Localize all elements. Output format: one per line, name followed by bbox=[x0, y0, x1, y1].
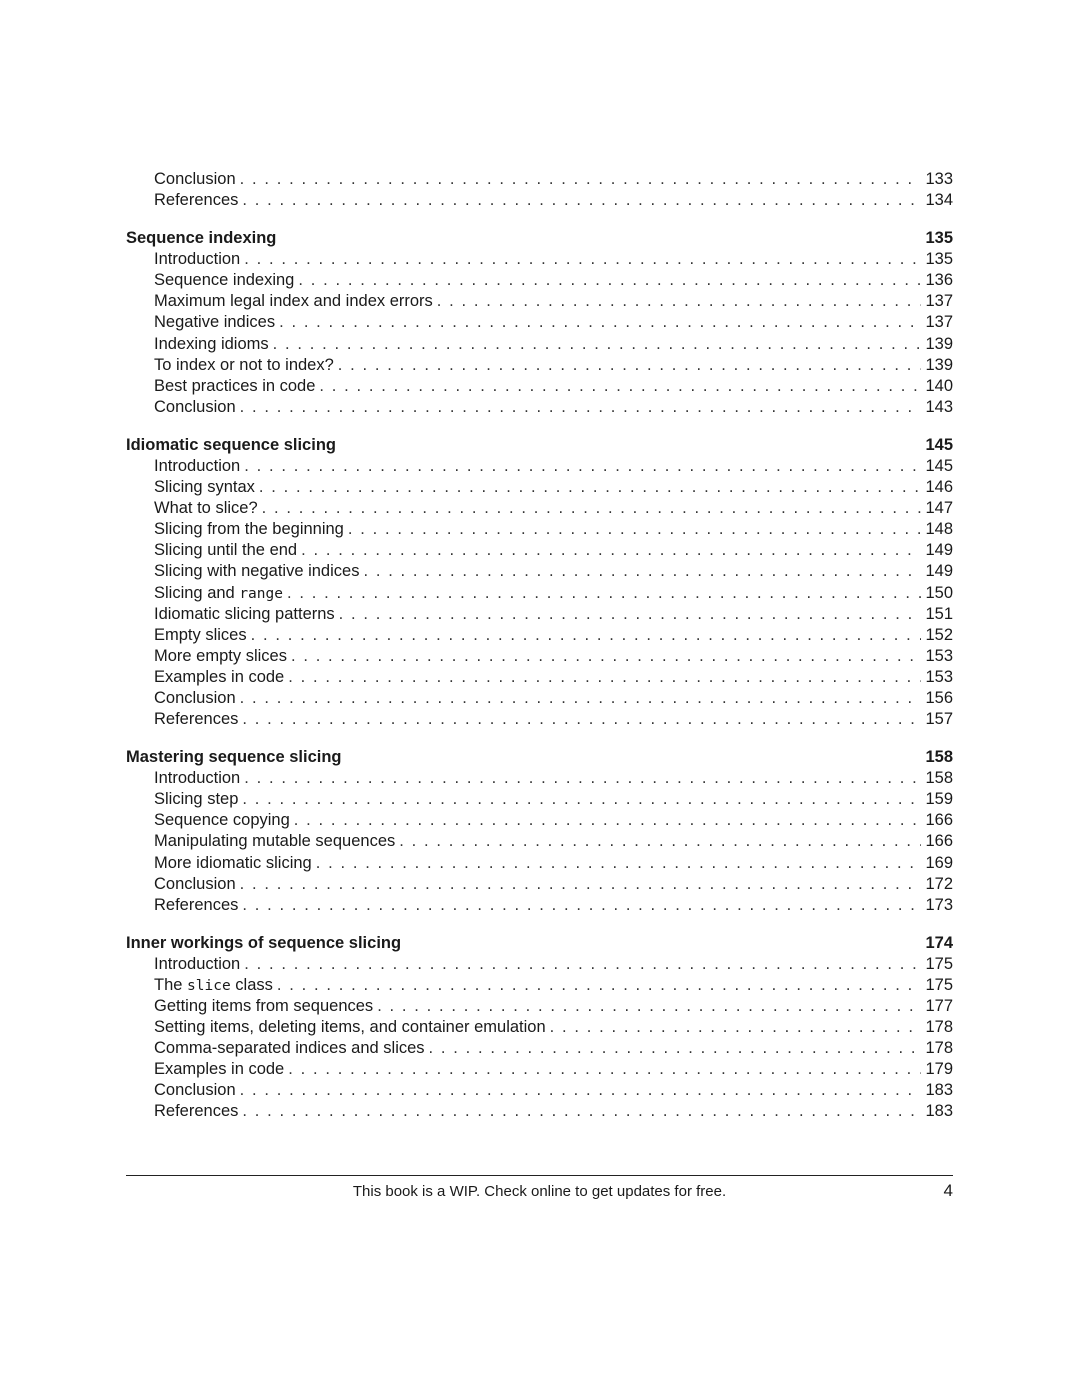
toc-entry-title: Introduction bbox=[154, 954, 241, 973]
toc-entry-title-code: slice bbox=[187, 977, 231, 994]
toc-entry[interactable] bbox=[126, 498, 953, 519]
toc-entry-page: 158 bbox=[925, 769, 953, 788]
toc-entry-page: 152 bbox=[925, 625, 953, 644]
toc-entry-page: 149 bbox=[925, 562, 953, 581]
chapter-heading[interactable] bbox=[126, 435, 953, 456]
dot-leader bbox=[363, 561, 921, 582]
footer-divider bbox=[126, 1175, 953, 1176]
toc-entry-title bbox=[154, 583, 283, 605]
toc-entry-page: 177 bbox=[925, 997, 953, 1015]
dot-leader bbox=[437, 291, 922, 312]
dot-leader bbox=[242, 190, 921, 211]
dot-leader bbox=[288, 1059, 921, 1080]
toc-entry[interactable] bbox=[126, 625, 953, 646]
toc-entry-title: Idiomatic slicing patterns bbox=[154, 604, 335, 623]
toc-entry-title: References bbox=[154, 1102, 239, 1121]
toc-entry-page: 172 bbox=[925, 874, 953, 893]
dot-leader bbox=[242, 1101, 921, 1122]
toc-entry-page: 183 bbox=[925, 1102, 953, 1121]
dot-leader bbox=[244, 456, 921, 477]
toc-entry-page: 149 bbox=[925, 541, 953, 560]
toc-entry-page: 140 bbox=[925, 376, 953, 395]
toc-entry[interactable] bbox=[126, 789, 953, 810]
toc-entry[interactable] bbox=[126, 561, 953, 582]
toc-entry-page: 175 bbox=[925, 954, 953, 973]
toc-entry-title: Conclusion bbox=[154, 397, 236, 416]
toc-entry-page: 179 bbox=[925, 1060, 953, 1079]
dot-leader bbox=[240, 397, 922, 418]
toc-entry-page: 139 bbox=[925, 334, 953, 353]
toc-entry-title: Introduction bbox=[154, 250, 241, 269]
toc-entry-title: Introduction bbox=[154, 769, 241, 788]
chapter-section bbox=[126, 228, 953, 418]
toc-entry[interactable] bbox=[126, 1059, 953, 1080]
toc-entry[interactable] bbox=[126, 540, 953, 561]
toc-entry-page: 173 bbox=[925, 895, 953, 914]
toc-entry-title: Slicing syntax bbox=[154, 478, 255, 497]
toc-entry-title: Conclusion bbox=[154, 874, 236, 893]
toc-entry[interactable] bbox=[126, 355, 953, 376]
toc-entry-title: More idiomatic slicing bbox=[154, 853, 312, 872]
toc-entry-title: Conclusion bbox=[154, 1081, 236, 1100]
toc-entry[interactable] bbox=[126, 604, 953, 625]
dot-leader bbox=[242, 709, 921, 730]
chapter-heading[interactable] bbox=[126, 228, 953, 249]
chapter-page: 158 bbox=[925, 748, 953, 767]
toc-entry[interactable] bbox=[126, 169, 953, 190]
toc-entry[interactable] bbox=[126, 895, 953, 916]
toc-entry[interactable] bbox=[126, 667, 953, 688]
toc-entry[interactable] bbox=[126, 397, 953, 418]
toc-entry-title bbox=[154, 975, 273, 997]
toc-entry-page: 148 bbox=[925, 520, 953, 539]
toc-entry[interactable] bbox=[126, 996, 953, 1017]
toc-entry-title: References bbox=[154, 895, 239, 914]
toc-entry-title: References bbox=[154, 710, 239, 729]
toc-entry-page: 156 bbox=[925, 688, 953, 707]
toc-entry-title: Maximum legal index and index errors bbox=[154, 292, 433, 311]
chapter-section bbox=[126, 747, 953, 916]
toc-entry-page: 135 bbox=[925, 250, 953, 269]
toc-entry[interactable] bbox=[126, 768, 953, 789]
toc-entry-page: 153 bbox=[925, 667, 953, 686]
chapter-heading[interactable] bbox=[126, 747, 953, 768]
toc-entry-page: 145 bbox=[925, 456, 953, 475]
toc-entry-title: Best practices in code bbox=[154, 376, 316, 395]
dot-leader bbox=[319, 376, 921, 397]
dot-leader bbox=[240, 688, 922, 709]
dot-leader bbox=[399, 831, 921, 852]
dot-leader bbox=[279, 312, 921, 333]
toc-entry-page: 133 bbox=[925, 170, 953, 188]
toc-entry[interactable] bbox=[126, 376, 953, 397]
toc-entry-title-text: The bbox=[154, 975, 188, 994]
dot-leader bbox=[550, 1017, 922, 1038]
toc-entry-title: What to slice? bbox=[154, 499, 258, 518]
dot-leader bbox=[316, 853, 922, 874]
toc-entry[interactable] bbox=[126, 1017, 953, 1038]
toc-entry-page: 166 bbox=[925, 811, 953, 830]
toc-entry-page: 166 bbox=[925, 832, 953, 851]
toc-entry[interactable] bbox=[126, 831, 953, 852]
dot-leader bbox=[273, 334, 922, 355]
toc-entry[interactable] bbox=[126, 270, 953, 291]
dot-leader bbox=[288, 667, 921, 688]
chapter-title: Mastering sequence slicing bbox=[126, 748, 342, 767]
toc-entry-page: 139 bbox=[925, 355, 953, 374]
leading-entries bbox=[126, 169, 953, 211]
toc-entry-page: 151 bbox=[925, 604, 953, 623]
toc-entry[interactable] bbox=[126, 709, 953, 730]
dot-leader bbox=[242, 895, 921, 916]
toc-entry[interactable] bbox=[126, 312, 953, 333]
toc-entry-page: 175 bbox=[925, 975, 953, 994]
dot-leader bbox=[251, 625, 922, 646]
toc-entry-title: More empty slices bbox=[154, 646, 287, 665]
toc-entry-page: 146 bbox=[925, 478, 953, 497]
toc-entry-title: Slicing with negative indices bbox=[154, 562, 360, 581]
toc-entry-page: 178 bbox=[925, 1039, 953, 1058]
toc-entry[interactable] bbox=[126, 853, 953, 874]
toc-entry-page: 143 bbox=[925, 397, 953, 416]
toc-entry-page: 150 bbox=[925, 583, 953, 602]
toc-entry[interactable] bbox=[126, 1038, 953, 1059]
chapter-title: Idiomatic sequence slicing bbox=[126, 435, 336, 454]
toc-entry[interactable] bbox=[126, 519, 953, 540]
dot-leader bbox=[240, 1080, 922, 1101]
toc-entry-title: Indexing idioms bbox=[154, 334, 269, 353]
chapter-section bbox=[126, 933, 953, 1123]
toc-entry-title: Conclusion bbox=[154, 170, 236, 188]
toc-entry[interactable] bbox=[126, 477, 953, 498]
chapter-heading[interactable] bbox=[126, 933, 953, 954]
toc-entry-title: References bbox=[154, 191, 239, 210]
dot-leader bbox=[259, 477, 922, 498]
toc-entry[interactable] bbox=[126, 583, 953, 604]
table-of-contents bbox=[126, 169, 953, 1123]
toc-entry-title: Setting items, deleting items, and container emulation bbox=[154, 1018, 546, 1037]
dot-leader bbox=[301, 540, 921, 561]
toc-entry-page: 134 bbox=[925, 191, 953, 210]
toc-entry-page: 183 bbox=[925, 1081, 953, 1100]
toc-entry-title: Introduction bbox=[154, 456, 241, 475]
toc-entry[interactable] bbox=[126, 1080, 953, 1101]
toc-entry[interactable] bbox=[126, 190, 953, 211]
toc-entry-page: 153 bbox=[925, 646, 953, 665]
toc-entry[interactable] bbox=[126, 975, 953, 996]
toc-entry[interactable] bbox=[126, 249, 953, 270]
toc-entry-title: Examples in code bbox=[154, 1060, 285, 1079]
dot-leader bbox=[277, 975, 922, 996]
dot-leader bbox=[429, 1038, 922, 1059]
toc-entry-page: 169 bbox=[925, 853, 953, 872]
chapter-section bbox=[126, 435, 953, 730]
toc-entry[interactable] bbox=[126, 810, 953, 831]
toc-entry-title: Slicing until the end bbox=[154, 541, 298, 560]
chapter-page: 135 bbox=[925, 229, 953, 248]
toc-entry[interactable] bbox=[126, 646, 953, 667]
dot-leader bbox=[294, 810, 922, 831]
chapter-page: 145 bbox=[925, 435, 953, 454]
page-number: 4 bbox=[943, 1181, 953, 1200]
toc-entry[interactable] bbox=[126, 874, 953, 895]
dot-leader bbox=[244, 249, 921, 270]
toc-entry[interactable] bbox=[126, 1101, 953, 1122]
chapter-list bbox=[126, 228, 953, 1122]
dot-leader bbox=[240, 874, 922, 895]
toc-entry-page: 137 bbox=[925, 313, 953, 332]
dot-leader bbox=[287, 583, 922, 604]
toc-entry[interactable] bbox=[126, 291, 953, 312]
toc-entry-title: Manipulating mutable sequences bbox=[154, 832, 396, 851]
dot-leader bbox=[244, 768, 921, 789]
chapter-page: 174 bbox=[925, 933, 953, 952]
toc-entry-title: Slicing step bbox=[154, 790, 239, 809]
toc-entry-title: Getting items from sequences bbox=[154, 997, 374, 1015]
dot-leader bbox=[291, 646, 922, 667]
dot-leader bbox=[244, 954, 921, 975]
toc-entry-title: To index or not to index? bbox=[154, 355, 334, 374]
chapter-title: Sequence indexing bbox=[126, 229, 277, 248]
toc-entry-title: Empty slices bbox=[154, 625, 247, 644]
toc-entry[interactable] bbox=[126, 688, 953, 709]
dot-leader bbox=[240, 169, 922, 190]
toc-entry-page: 137 bbox=[925, 292, 953, 311]
toc-entry-page: 147 bbox=[925, 499, 953, 518]
toc-entry-title: Slicing from the beginning bbox=[154, 520, 344, 539]
toc-entry-page: 159 bbox=[925, 790, 953, 809]
dot-leader bbox=[338, 355, 922, 376]
toc-entry-title: Negative indices bbox=[154, 313, 276, 332]
toc-entry-title: Comma-separated indices and slices bbox=[154, 1039, 425, 1058]
toc-entry[interactable] bbox=[126, 954, 953, 975]
footer-text: This book is a WIP. Check online to get updates for free. bbox=[352, 1183, 727, 1200]
toc-entry-page: 157 bbox=[925, 710, 953, 729]
toc-entry-page: 136 bbox=[925, 271, 953, 290]
toc-entry-title: Sequence indexing bbox=[154, 271, 295, 290]
dot-leader bbox=[339, 604, 922, 625]
toc-entry-title-code: range bbox=[239, 585, 283, 602]
dot-leader bbox=[262, 498, 922, 519]
dot-leader bbox=[348, 519, 922, 540]
dot-leader bbox=[242, 789, 921, 810]
toc-entry-page: 178 bbox=[925, 1018, 953, 1037]
toc-entry-title: Examples in code bbox=[154, 667, 285, 686]
toc-entry-title: Sequence copying bbox=[154, 811, 290, 830]
toc-entry-title-text: class bbox=[230, 975, 273, 994]
toc-entry[interactable] bbox=[126, 334, 953, 355]
dot-leader bbox=[377, 996, 921, 1017]
chapter-title: Inner workings of sequence slicing bbox=[126, 933, 402, 952]
toc-entry[interactable] bbox=[126, 456, 953, 477]
toc-entry-title-text: Slicing and bbox=[154, 583, 240, 602]
dot-leader bbox=[298, 270, 921, 291]
toc-entry-title: Conclusion bbox=[154, 688, 236, 707]
